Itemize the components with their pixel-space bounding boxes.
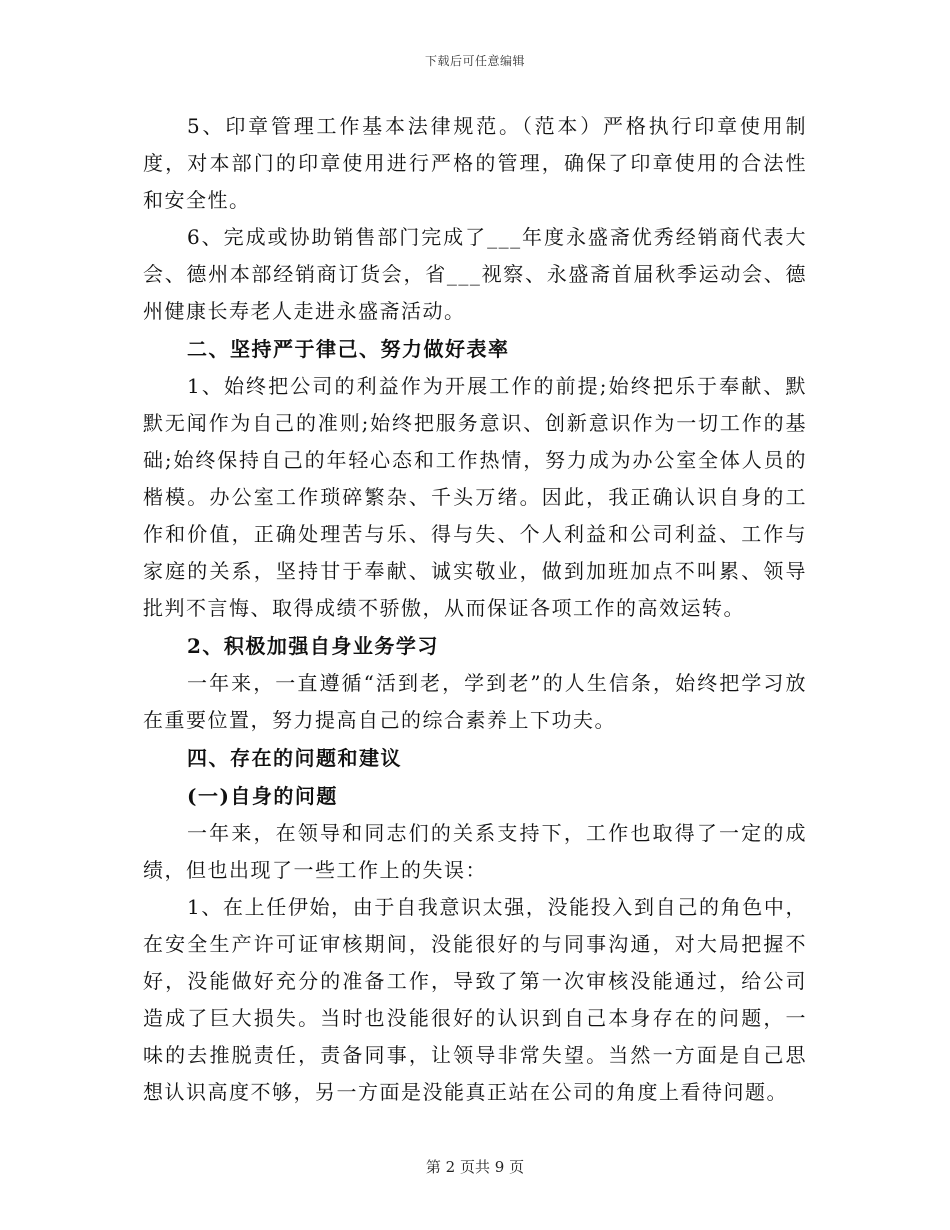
paragraph-seal-management: 5、印章管理工作基本法律规范。（范本）严格执行印章使用制度，对本部门的印章使用进行严格的管理，确保了印章使用的合法性和安全性。 — [143, 114, 807, 212]
paragraph-learning: 一年来，一直遵循“活到老，学到老”的人生信条，始终把学习放在重要位置，努力提高自己的综合素养上下功夫。 — [143, 671, 807, 732]
section-heading-learning: 2、积极加强自身业务学习 — [187, 634, 439, 658]
paragraph-sales-events: 6、完成或协助销售部门完成了___年度永盛斋优秀经销商代表大会、德州本部经销商订货会，省___视察、永盛斋首届秋季运动会、德州健康长寿老人走进永盛斋活动。 — [143, 225, 807, 323]
paragraph-mistakes: 1、在上任伊始，由于自我意识太强，没能投入到自己的角色中，在安全生产许可证审核期间，没能很好的与同事沟通，对大局把握不好，没能做好充分的准备工作，导致了第一次审核没能通过，给公司造成了巨大损失。当时也没能很好的认识到自己本身存在的问题，一味的去推脱责任，责备同事，让领导非常失望。当然一方面是自己思想认识高度不够，另一方面是没能真正站在公司的角度上看待问题。 — [143, 895, 807, 1104]
document-body — [143, 108, 807, 1111]
subsection-heading-own-problems: (一)自身的问题 — [187, 784, 338, 808]
section-heading-problems: 四、存在的问题和建议 — [187, 746, 402, 770]
page-footer: 第 2 页共 9 页 — [425, 1158, 525, 1176]
section-heading-self-discipline: 二、坚持严于律己、努力做好表率 — [187, 337, 510, 361]
paragraph-company-interest: 1、始终把公司的利益作为开展工作的前提;始终把乐于奉献、默默无闻作为自己的准则;始终把服务意识、创新意识作为一切工作的基础;始终保持自己的年轻心态和工作热情，努力成为办公室全体人员的楷模。办公室工作琐碎繁杂、千头万绪。因此，我正确认识自身的工作和价值，正确处理苦与乐、得与失、个人利益和公司利益、工作与家庭的关系，坚持甘于奉献、诚实敬业，做到加班加点不叫累、领导批判不言悔、取得成绩不骄傲，从而保证各项工作的高效运转。 — [143, 374, 807, 620]
paragraph-achievements: 一年来，在领导和同志们的关系支持下，工作也取得了一定的成绩，但也出现了一些工作上的失误： — [143, 821, 807, 882]
page-header: 下载后可任意编辑 — [424, 54, 525, 68]
